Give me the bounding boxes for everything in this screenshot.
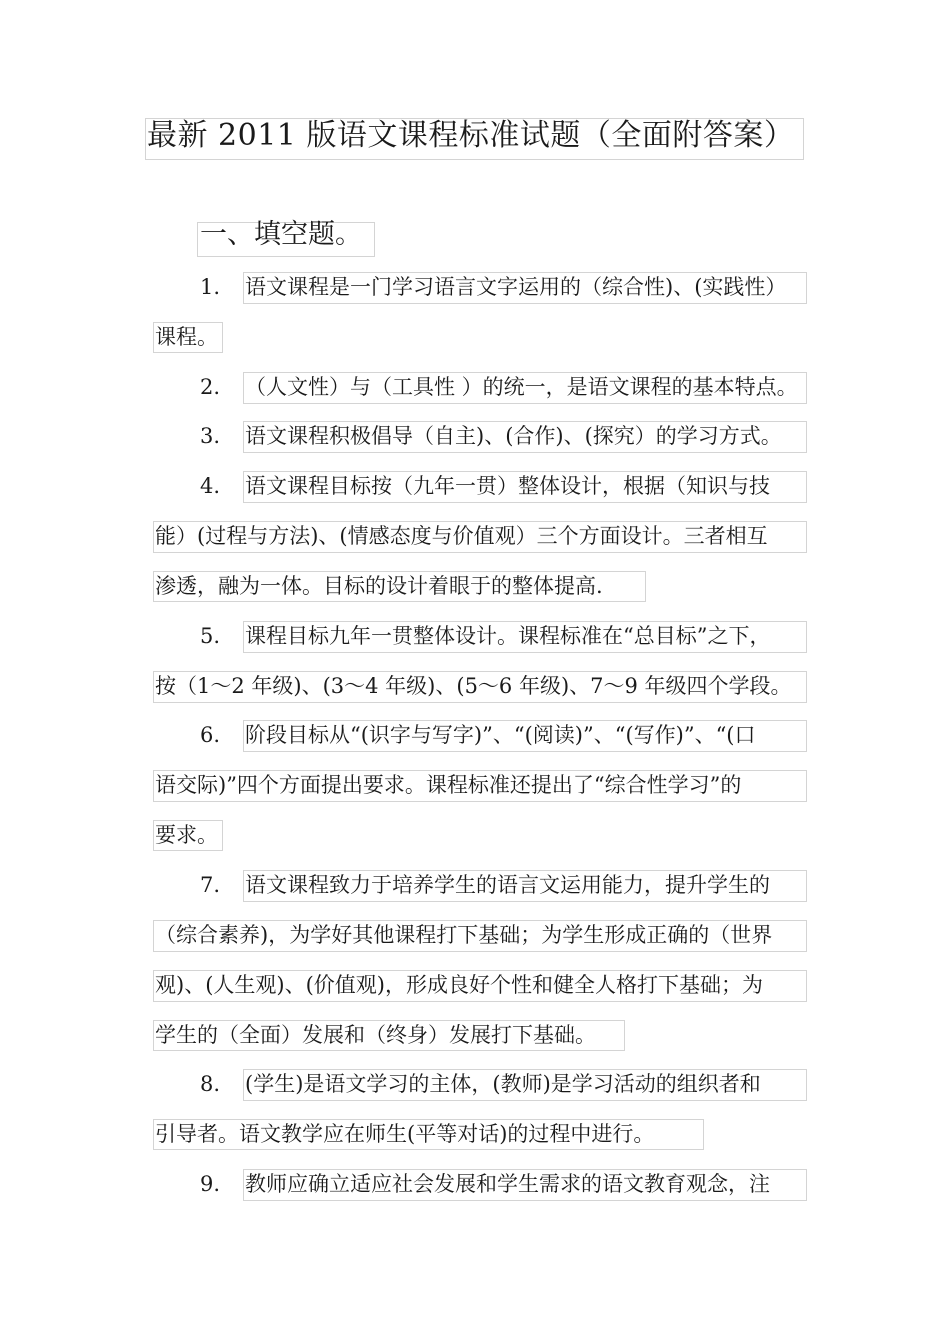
item-number-6: 6.: [200, 723, 221, 747]
item-5-line-2: 按（1～2 年级)、(3～4 年级)、(5～6 年级)、7～9 年级四个学段。: [155, 674, 792, 698]
item-number-7: 7.: [200, 873, 221, 897]
item-7-line-4: 学生的（全面）发展和（终身）发展打下基础。: [155, 1023, 596, 1047]
item-number-1: 1.: [200, 275, 221, 299]
document-title: 最新 2011 版语文课程标准试题（全面附答案）: [147, 118, 795, 153]
item-4-line-2: 能）(过程与方法)、(情感态度与价值观）三个方面设计。三者相互: [155, 524, 768, 548]
item-5-line-1: 课程目标九年一贯整体设计。课程标准在“总目标”之下，: [245, 624, 771, 648]
item-9-line-1: 教师应确立适应社会发展和学生需求的语文教育观念，注: [245, 1172, 770, 1196]
item-6-line-3: 要求。: [155, 823, 218, 847]
item-8-line-1: (学生)是语文学习的主体，(教师)是学习活动的组织者和: [245, 1072, 761, 1096]
item-number-8: 8.: [200, 1072, 221, 1096]
item-number-4: 4.: [200, 474, 221, 498]
item-8-line-2: 引导者。语文教学应在师生(平等对话)的过程中进行。: [155, 1122, 655, 1146]
item-6-line-2: 语交际)”四个方面提出要求。课程标准还提出了“综合性学习”的: [155, 773, 742, 797]
item-number-9: 9.: [200, 1172, 221, 1196]
item-1-line-2: 课程。: [155, 325, 218, 349]
item-6-line-1: 阶段目标从“(识字与写字)”、“(阅读)”、“(写作)”、“(口: [245, 723, 756, 747]
item-3-line-1: 语文课程积极倡导（自主)、(合作)、(探究）的学习方式。: [245, 424, 782, 448]
item-4-line-3: 渗透，融为一体。目标的设计着眼于的整体提高.: [155, 574, 603, 598]
item-2-line-1: （人文性）与（工具性 ）的统一，是语文课程的基本特点。: [245, 375, 798, 399]
item-1-line-1: 语文课程是一门学习语言文字运用的（综合性)、(实践性）: [245, 275, 787, 299]
item-number-5: 5.: [200, 624, 221, 648]
item-7-line-3: 观)、(人生观)、(价值观)，形成良好个性和健全人格打下基础；为: [155, 973, 763, 997]
item-number-3: 3.: [200, 424, 221, 448]
item-4-line-1: 语文课程目标按（九年一贯）整体设计，根据（知识与技: [245, 474, 770, 498]
item-number-2: 2.: [200, 375, 221, 399]
item-7-line-1: 语文课程致力于培养学生的语言文运用能力，提升学生的: [245, 873, 770, 897]
item-7-line-2: （综合素养)，为学好其他课程打下基础；为学生形成正确的（世界: [155, 923, 773, 947]
section-heading: 一、填空题。: [200, 219, 362, 250]
